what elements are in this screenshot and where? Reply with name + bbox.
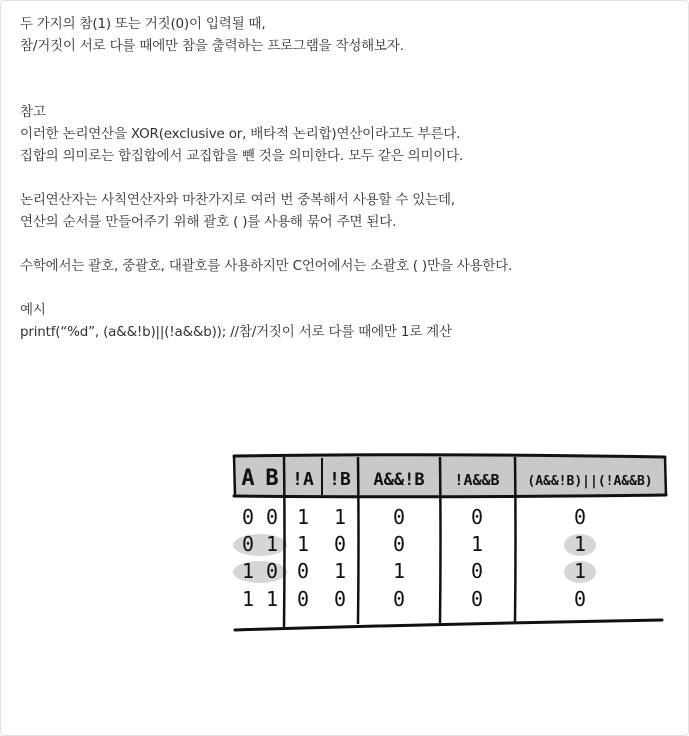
cell-r1-c6: 1	[573, 532, 587, 556]
example-code: printf(“%d”, (a&&!b)||(!a&&b)); //참/거짓이 서로 다를 때에만 1로 계산	[20, 324, 452, 340]
cell-r3-c2: 0	[296, 587, 310, 611]
column-separator	[440, 457, 441, 623]
header-5: !A&&B	[454, 471, 500, 489]
cell-r3-c3: 0	[333, 587, 347, 611]
note-paragraph-1-line-2: 집합의 의미로는 합집합에서 교집합을 뺀 것을 의미한다. 모두 같은 의미이다.	[20, 148, 464, 164]
header-3: !B	[329, 469, 351, 490]
header-2: !A	[292, 469, 314, 490]
cell-r1-c4: 0	[392, 532, 406, 556]
cell-r0-c6: 0	[573, 505, 587, 529]
intro-line-1: 두 가지의 참(1) 또는 거짓(0)이 입력될 때,	[20, 16, 266, 32]
note-paragraph-3: 수학에서는 괄호, 중괄호, 대괄호를 사용하지만 C언어에서는 소괄호 ( )만을 사용한다.	[20, 258, 513, 274]
cell-r1-c3: 0	[333, 532, 347, 556]
cell-r2-c0: 1	[241, 559, 255, 583]
cell-r0-c2: 1	[296, 505, 310, 529]
note-paragraph-1-line-1: 이러한 논리연산을 XOR(exclusive or, 배타적 논리합)연산이라고도 부른다.	[20, 126, 461, 142]
cell-r3-c1: 1	[265, 587, 279, 611]
cell-r3-c0: 1	[241, 587, 255, 611]
cell-r0-c4: 0	[392, 505, 406, 529]
note-paragraph-2-line-2: 연산의 순서를 만들어주기 위해 괄호 ( )를 사용해 묶어 주면 된다.	[20, 214, 397, 230]
table-header-line	[234, 495, 666, 497]
cell-r2-c2: 0	[296, 559, 310, 583]
header-0: A	[241, 466, 255, 491]
cell-r3-c4: 0	[392, 587, 406, 611]
cell-r3-c5: 0	[470, 587, 484, 611]
note-title: 참고	[20, 104, 46, 120]
intro-line-2: 참/거짓이 서로 다를 때에만 참을 출력하는 프로그램을 작성해보자.	[20, 38, 404, 54]
cell-r3-c6: 0	[573, 587, 587, 611]
cell-r0-c1: 0	[265, 505, 279, 529]
truth-table-svg	[232, 452, 668, 634]
cell-r1-c2: 1	[296, 532, 310, 556]
cell-r2-c4: 1	[392, 559, 406, 583]
truth-table-illustration	[232, 452, 668, 634]
table-right-edge	[665, 457, 666, 496]
example-title: 예시	[20, 302, 46, 318]
cell-r0-c5: 0	[470, 505, 484, 529]
cell-r0-c0: 0	[241, 505, 255, 529]
column-separator	[358, 457, 359, 624]
column-separator	[284, 457, 285, 628]
header-6: (A&&!B)||(!A&&B)	[527, 474, 653, 489]
post-body	[20, 13, 670, 343]
cell-r1-c0: 0	[241, 532, 255, 556]
cell-r2-c6: 1	[573, 559, 587, 583]
cell-r1-c1: 1	[265, 532, 279, 556]
cell-r2-c1: 0	[265, 559, 279, 583]
header-1: B	[265, 466, 279, 491]
table-bottom-line	[235, 620, 662, 630]
cell-r2-c5: 0	[470, 559, 484, 583]
cell-r1-c5: 1	[470, 532, 484, 556]
note-paragraph-2-line-1: 논리연산자는 사칙연산자와 마찬가지로 여러 번 중복해서 사용할 수 있는데,	[20, 192, 455, 208]
cell-r2-c3: 1	[333, 559, 347, 583]
header-4: A&&!B	[373, 470, 425, 490]
column-separator	[515, 457, 516, 622]
cell-r0-c3: 1	[333, 505, 347, 529]
table-left-edge	[234, 456, 235, 496]
